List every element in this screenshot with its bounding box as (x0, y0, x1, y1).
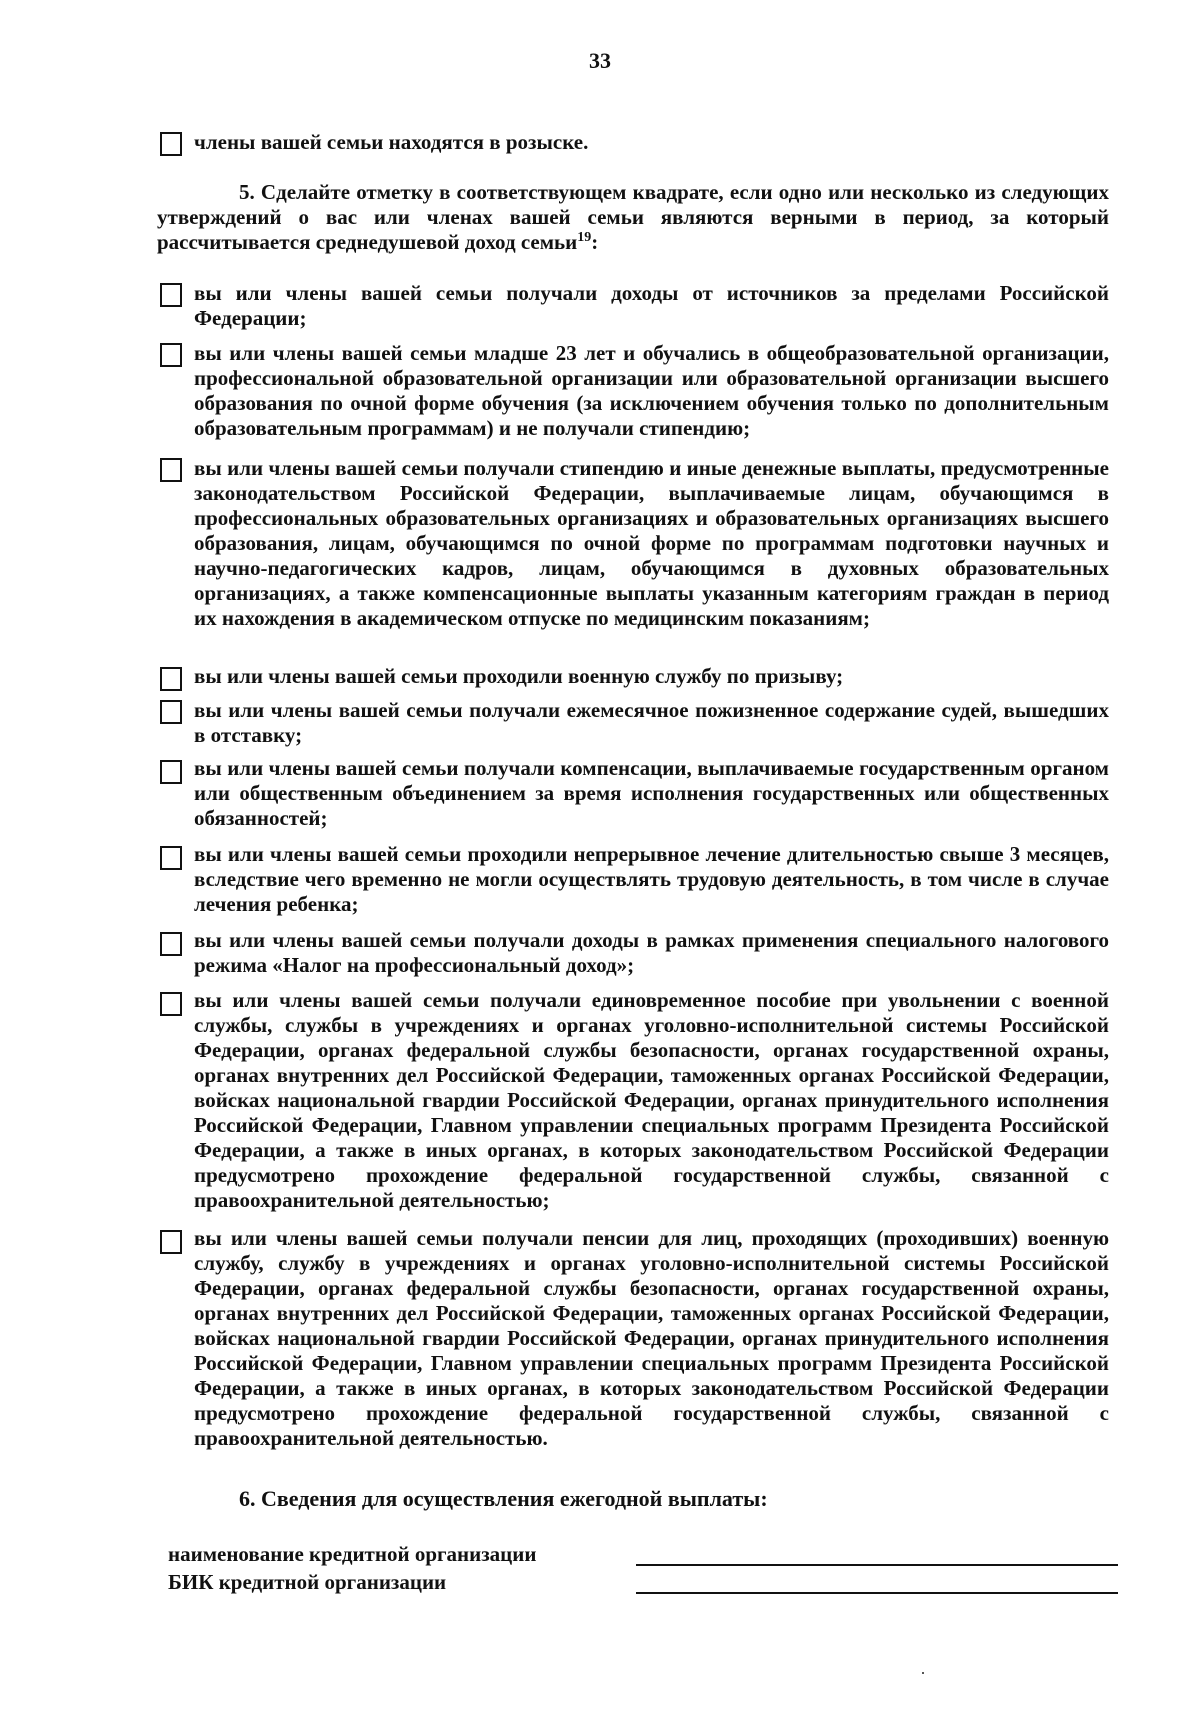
checkbox-item[interactable] (160, 1230, 182, 1254)
item-text: вы или члены вашей семьи младше 23 лет и обучались в общеобразовательной организации, профессиональной образовательной организации или образовательной организации высшего образования по очной форме обучения (за исключением обучения только по дополнительным образовательным программам) и не получали стипендию; (194, 341, 1109, 440)
checkbox-item[interactable] (160, 283, 182, 307)
scan-speck (922, 1672, 924, 1674)
page-number: 33 (589, 48, 611, 73)
item-text: вы или члены вашей семьи проходили военную службу по призыву; (194, 664, 844, 688)
checkbox-item[interactable] (160, 458, 182, 482)
section6-title: 6. Сведения для осуществления ежегодной выплаты: (239, 1486, 768, 1511)
checkbox-item[interactable] (160, 760, 182, 784)
item-text: вы или члены вашей семьи получали компенсации, выплачиваемые государственным органом или общественным объединением за время исполнения государственных или общественных обязанностей; (194, 756, 1109, 830)
bik-field[interactable] (636, 1592, 1118, 1594)
checkbox-item[interactable] (160, 846, 182, 870)
section5-suffix: : (591, 230, 599, 254)
item-wanted-text: члены вашей семьи находятся в розыске. (194, 130, 589, 154)
bank-name-label: наименование кредитной организации (168, 1542, 537, 1566)
checkbox-item[interactable] (160, 932, 182, 956)
item-text: вы или члены вашей семьи получали ежемесячное пожизненное содержание судей, вышедших в отставку; (194, 698, 1109, 747)
section5-instruction (157, 180, 1109, 255)
checkbox-wanted[interactable] (160, 132, 182, 156)
item-text: вы или члены вашей семьи проходили непрерывное лечение длительностью свыше 3 месяцев, вследствие чего временно не могли осуществлять трудовую деятельность, в том числе в случае лечения ребенка; (194, 842, 1109, 916)
item-text: вы или члены вашей семьи получали доходы от источников за пределами Российской Федерации; (194, 281, 1109, 330)
checkbox-item[interactable] (160, 667, 182, 691)
item-text: вы или члены вашей семьи получали пенсии для лиц, проходящих (проходивших) военную службу, службу в учреждениях и органах уголовно-исполнительной системы Российской Федерации, органах федеральной службы безопасности, органах государственной охраны, органах внутренних дел Российской Федерации, таможенных органах Российской Федерации, войсках национальной гвардии Российской Федерации, органах принудительного исполнения Российской Федерации, Главном управлении специальных программ Президента Российской Федерации, а также в иных органах, в которых законодательством Российской Федерации предусмотрено прохождение федеральной государственной службы, связанной с правоохранительной деятельностью. (194, 1226, 1109, 1450)
checkbox-item[interactable] (160, 992, 182, 1016)
section5-text: 5. Сделайте отметку в соответствующем квадрате, если одно или несколько из следующих утверждений о вас или членах вашей семьи являются верными в период, за который рассчитывается среднедушевой доход семьи (157, 180, 1109, 254)
bank-name-field[interactable] (636, 1564, 1118, 1566)
checkbox-item[interactable] (160, 343, 182, 367)
item-text: вы или члены вашей семьи получали единовременное пособие при увольнении с военной службы, службы в учреждениях и органах уголовно-исполнительной системы Российской Федерации, органах федеральной службы безопасности, органах государственной охраны, органах внутренних дел Российской Федерации, таможенных органах Российской Федерации, войсках национальной гвардии Российской Федерации, органах принудительного исполнения Российской Федерации, Главном управлении специальных программ Президента Российской Федерации, а также в иных органах, в которых законодательством Российской Федерации предусмотрено прохождение федеральной государственной службы, связанной с правоохранительной деятельностью; (194, 988, 1109, 1212)
bik-label: БИК кредитной организации (168, 1570, 447, 1594)
item-text: вы или члены вашей семьи получали доходы в рамках применения специального налогового режима «Налог на профессиональный доход»; (194, 928, 1109, 977)
checkbox-item[interactable] (160, 700, 182, 724)
footnote-ref: 19 (577, 230, 592, 245)
item-text: вы или члены вашей семьи получали стипендию и иные денежные выплаты, предусмотренные законодательством Российской Федерации, выплачиваемые лицам, обучающимся в профессиональных образовательных организациях и образовательных организациях высшего образования, лицам, обучающимся по очной форме по программам подготовки научных и научно-педагогических кадров, лицам, обучающимся в духовных образовательных организациях, а также компенсационные выплаты указанным категориям граждан в период их нахождения в академическом отпуске по медицинским показаниям; (194, 456, 1109, 630)
